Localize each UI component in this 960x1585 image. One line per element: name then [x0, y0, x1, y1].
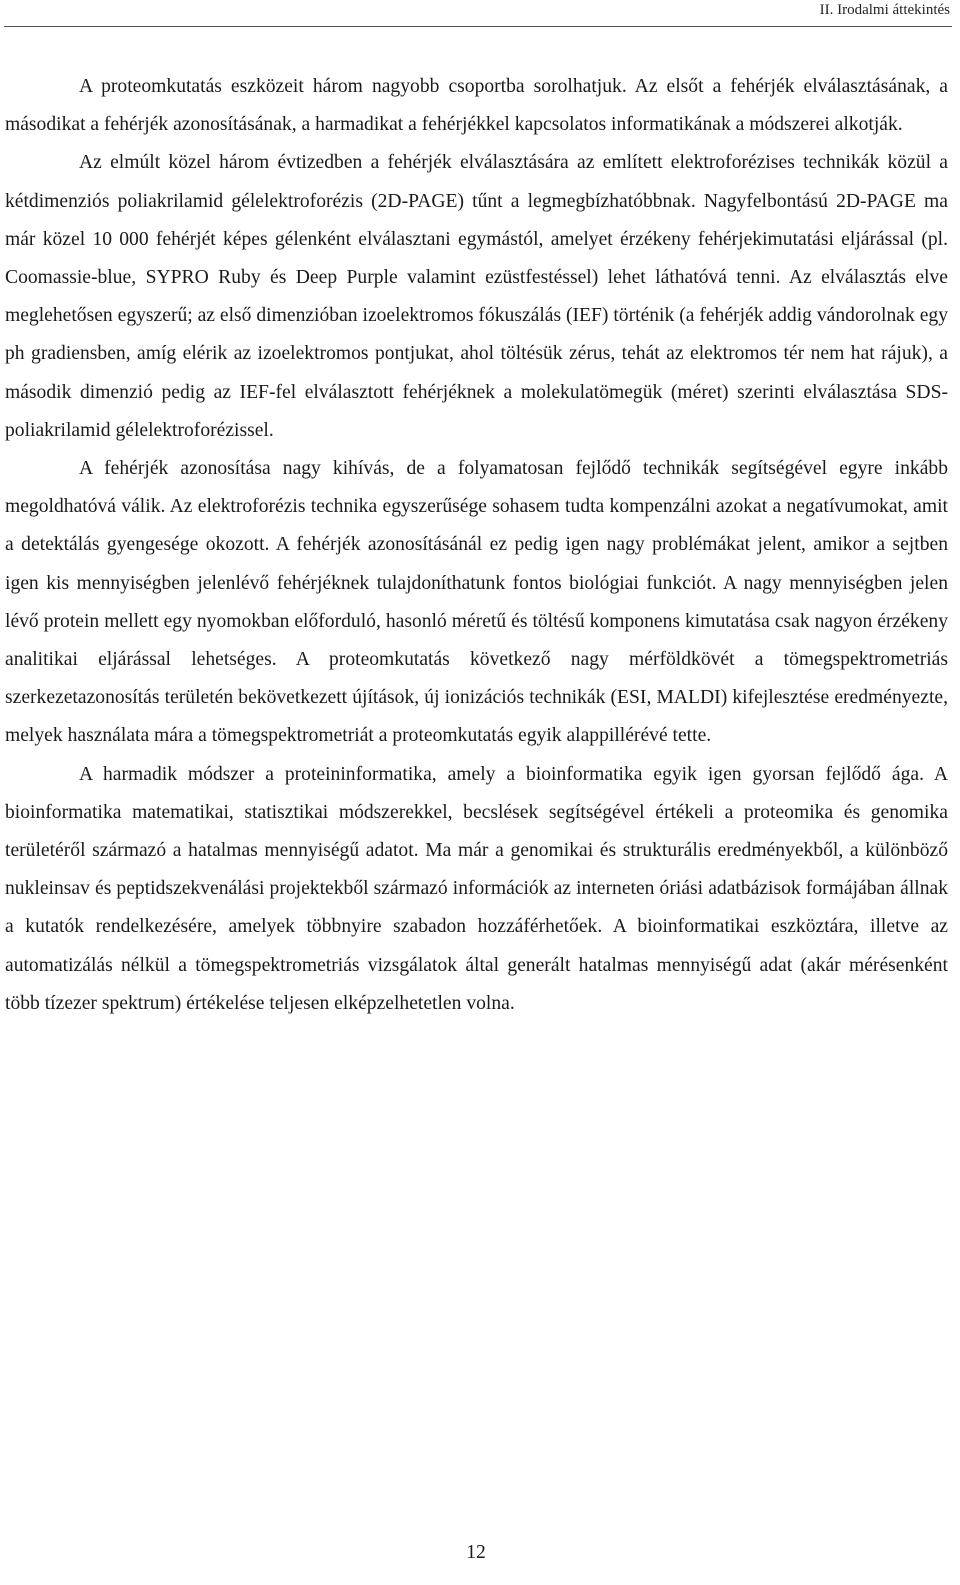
page-number: 12 — [466, 1542, 486, 1563]
header-divider — [4, 26, 952, 27]
paragraph-protein-informatics: A harmadik módszer a proteininformatika, amely a bioinformatika egyik igen gyorsan fejlődő ága. A bioinformatika matematikai, statisztikai módszerekkel, becslések segítségével értékeli a proteomika és genomika területéről származó a hatalmas mennyiségű adatot. Ma már a genomikai és strukturális eredményekből, a különböző nukleinsav és peptidszekvenálási projektekből származó információk az interneten óriási adatbázisok formájában állnak a kutatók rendelkezésére, amelyek többnyire szabadon hozzáférhetőek. A bioinformatikai eszköztára, illetve az automatizálás nélkül a tömegspektrometriás vizsgálatok által generált hatalmas mennyiségű adat (akár mérésenként több tízezer spektrum) értékelése teljesen elképzelhetetlen volna. — [5, 763, 948, 1014]
paragraph-tool-groups: A proteomkutatás eszközeit három nagyobb csoportba sorolhatjuk. Az elsőt a fehérjék elválasztásának, a másodikat a fehérjék azonosításának, a harmadikat a fehérjékkel kapcsolatos informatikának a módszerei alkotják. — [5, 76, 948, 136]
body-text — [5, 68, 948, 1023]
paragraph-protein-separation: Az elmúlt közel három évtizedben a fehérjék elválasztására az említett elektroforézises technikák közül a kétdimenziós poliakrilamid gélelektroforézis (2D-PAGE) tűnt a legmegbízhatóbbnak. Nagyfelbontású 2D-PAGE ma már közel 10 000 fehérjét képes gélenként elválasztani egymástól, amelyet érzékeny fehérjekimutatási eljárással (pl. Coomassie-blue, SYPRO Ruby és Deep Purple valamint ezüstfestéssel) lehet láthatóvá tenni. Az elválasztás elve meglehetősen egyszerű; az első dimenzióban izoelektromos fókuszálás (IEF) történik (a fehérjék addig vándorolnak egy ph gradiensben, amíg elérik az izoelektromos pontjukat, ahol töltésük zérus, tehát az elektromos tér nem hat rájuk), a második dimenzió pedig az IEF-fel elválasztott fehérjéknek a molekulatömegük (méret) szerinti elválasztása SDS-poliakrilamid gélelektroforézissel. — [5, 152, 948, 441]
paragraph-protein-identification: A fehérjék azonosítása nagy kihívás, de a folyamatosan fejlődő technikák segítségével egyre inkább megoldhatóvá válik. Az elektroforézis technika egyszerűsége sohasem tudta kompenzálni azokat a negatívumokat, amit a detektálás gyengesége okozott. A fehérjék azonosításánál ez pedig igen nagy problémákat jelent, amikor a sejtben igen kis mennyiségben jelenlévő fehérjéknek tulajdoníthatunk fontos biológiai funkciót. A nagy mennyiségben jelen lévő protein mellett egy nyomokban előforduló, hasonló méretű és töltésű komponens kimutatása csak nagyon érzékeny analitikai eljárással lehetséges. A proteomkutatás következő nagy mérföldkövét a tömegspektrometriás szerkezetazonosítás területén bekövetkezett újítások, új ionizációs technikák (ESI, MALDI) kifejlesztése eredményezte, melyek használata mára a tömegspektrometriát a proteomkutatás egyik alappillérévé tette. — [5, 458, 948, 747]
running-header: II. Irodalmi áttekintés — [819, 2, 950, 18]
